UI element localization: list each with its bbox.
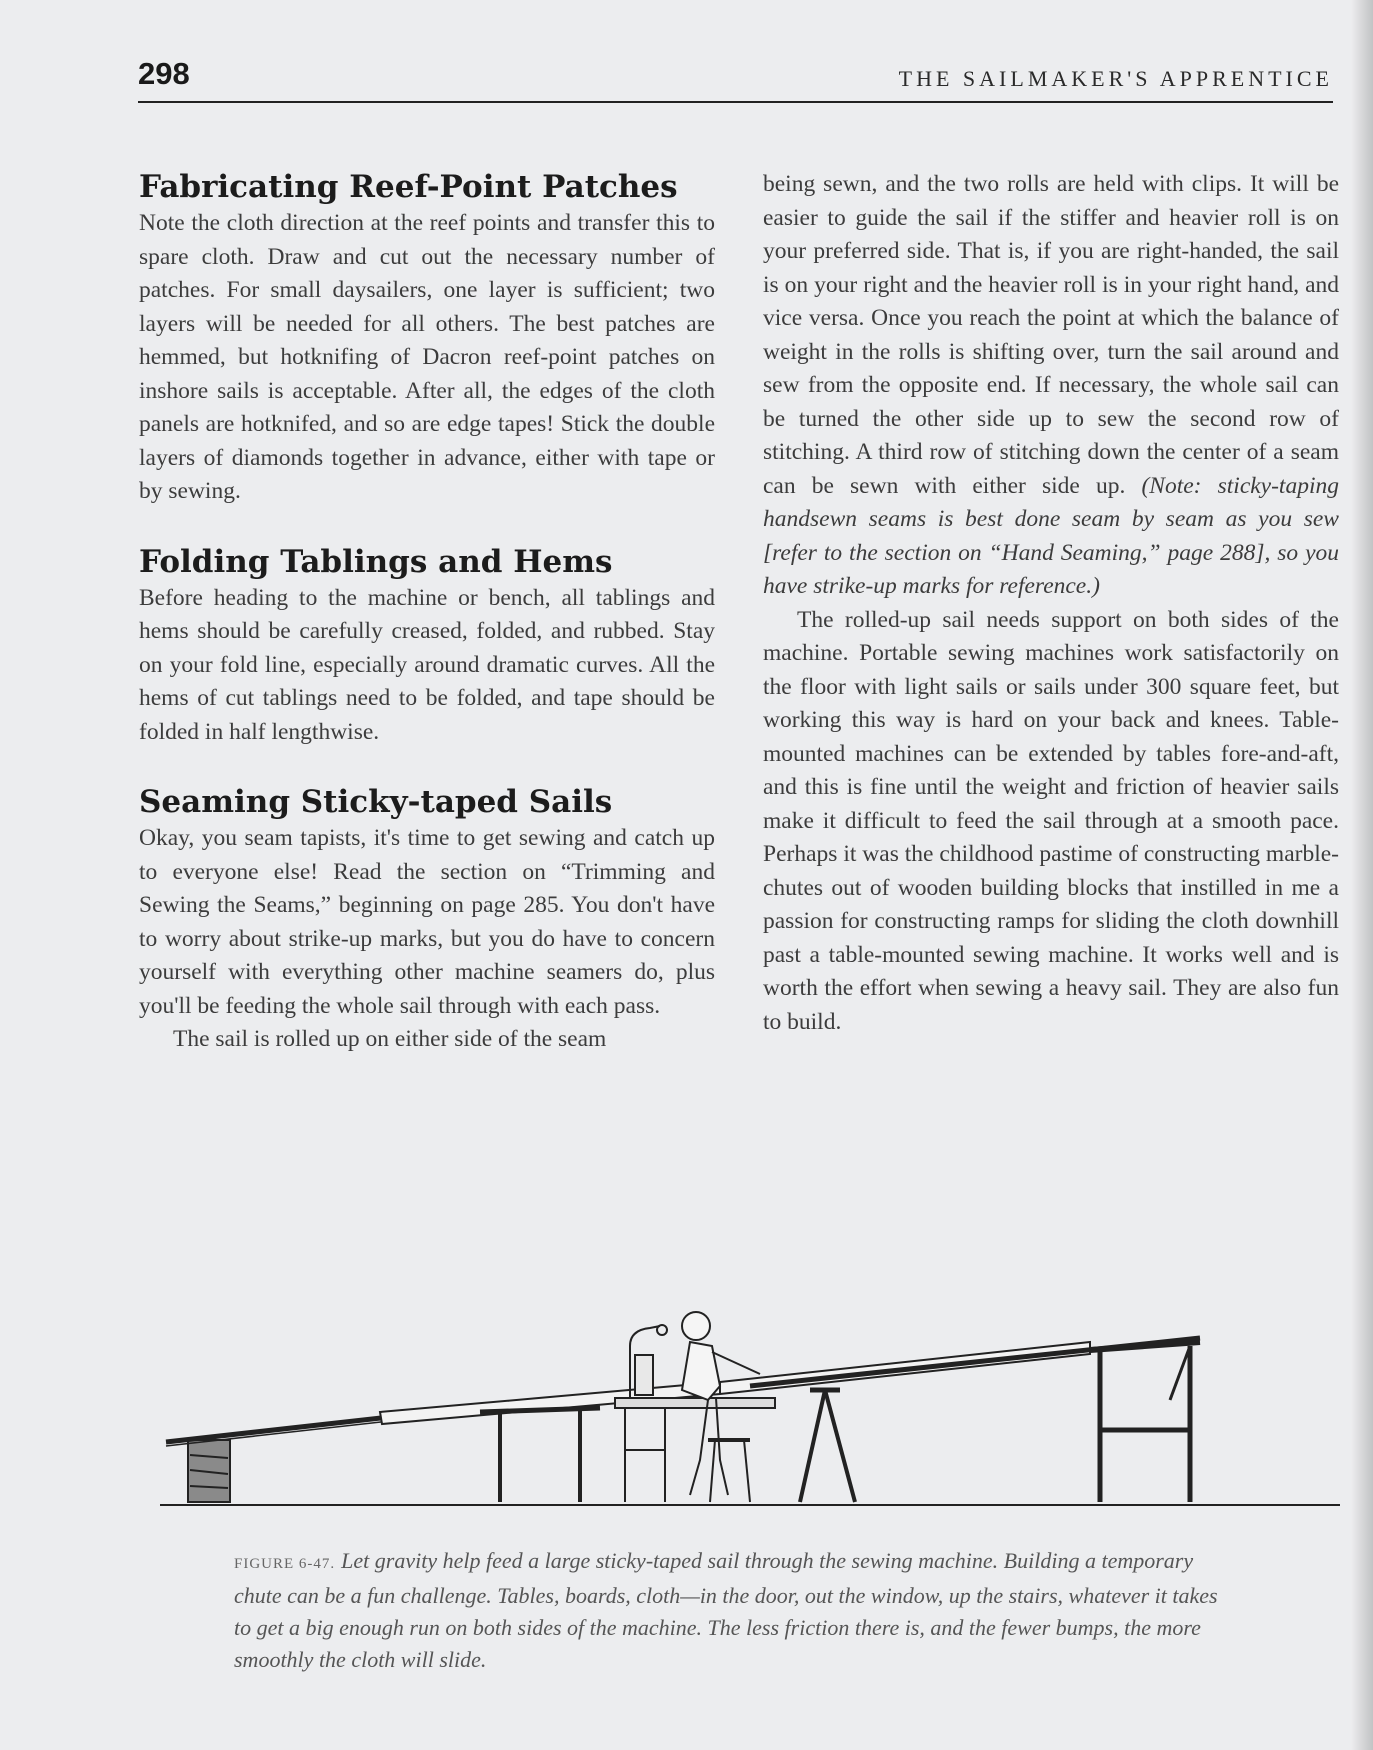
right-paragraph-1-note: (Note: sticky-taping handsewn seams is best done seam by seam as you sew [refer to the section on “Hand Seaming,” page 288], so you have strike-up marks for reference.) (763, 472, 1339, 599)
section-heading-tablings: Folding Tablings and Hems (139, 543, 613, 580)
right-paragraph-2: The rolled-up sail needs support on both sides of the machine. Portable sewing machines work satisfactorily on the floor with light sails or sails under 300 square feet, but working this way is hard on your back and knees. Table-mounted machines can be extended by tables fore-and-aft, and this is fine until the weight and friction of heavier sails make it difficult to feed the sail through at a smooth pace. Perhaps it was the childhood pastime of constructing marble-chutes out of wooden building blocks that instilled in me a passion for constructing ramps for sliding the cloth downhill past a table-mounted sewing machine. It works well and is worth the effort when sewing a heavy sail. They are also fun to build. (763, 606, 1339, 1035)
sail-chute-illustration (160, 1290, 1340, 1520)
running-head: THE SAILMAKER'S APPRENTICE (898, 66, 1333, 91)
page-number: 298 (138, 56, 190, 91)
left-column (139, 168, 715, 1057)
machine-table (615, 1398, 775, 1408)
section-text-seaming-cont: The sail is rolled up on either side of the seam (173, 1026, 607, 1052)
right-paragraph-1-text: being sewn, and the two rolls are held with clips. It will be easier to guide the sail if the stiffer and heavier roll is on your preferred side. That is, if you are right-handed, the sail is on your right and the heavier roll is in your right hand, and vice versa. Once you reach the point at which the balance of weight in the rolls is shifting over, turn the sail around and sew from the opposite end. If necessary, the whole sail can be turned the other side up to sew the second row of stitching. A third row of stitching down the center of a seam can be sewn with either side up. (763, 171, 1339, 499)
figure-label: FIGURE 6-47. (234, 1556, 336, 1572)
header-rule (138, 101, 1333, 103)
section-heading-seaming: Seaming Sticky-taped Sails (139, 784, 613, 820)
right-paragraph-1 (763, 168, 1339, 604)
section-text-tablings: Before heading to the machine or bench, all tablings and hems should be carefully creased, folded, and rubbed. Stay on your fold line, especially around dramatic curves. All the hems of cut tablings need to be folded, and tape should be folded in half lengthwise. (139, 584, 715, 745)
section-heading-reef-point: Fabricating Reef-Point Patches (139, 169, 678, 205)
figure-caption-text: Let gravity help feed a large sticky-taped sail through the sewing machine. Building a temporary chute can be a fun challenge. Tables, boards, cloth—in the door, out the window, up the stairs, whatever it takes to get a big enough run on both sides of the machine. The less friction there is, and the fewer bumps, the more smoothly the cloth will slide. (234, 1548, 1218, 1672)
section-text-reef-point: Note the cloth direction at the reef points and transfer this to spare cloth. Draw and cut out the necessary number of patches. For small daysailers, one layer is sufficient; two layers will be needed for all others. The best patches are hemmed, but hotknifing of Dacron reef-point patches on inshore sails is acceptable. After all, the edges of the cloth panels are hotknifed, and so are edge tapes! Stick the double layers of diamonds together in advance, either with tape or by sewing. (139, 210, 715, 504)
page-edge-shadow (1351, 0, 1373, 1750)
section-text-seaming: Okay, you seam tapists, it's time to get sewing and catch up to everyone else! Read the section on “Trimming and Sewing the Seams,” beginning on page 285. You don't have to worry about strike-up marks, but you do have to concern yourself with everything other machine seamers do, plus you'll be feeding the whole sail through with each pass. (139, 825, 715, 1019)
right-column (763, 168, 1339, 1039)
figure-caption (234, 1545, 1234, 1676)
person-head (682, 1312, 710, 1340)
table-right (1090, 1342, 1200, 1350)
